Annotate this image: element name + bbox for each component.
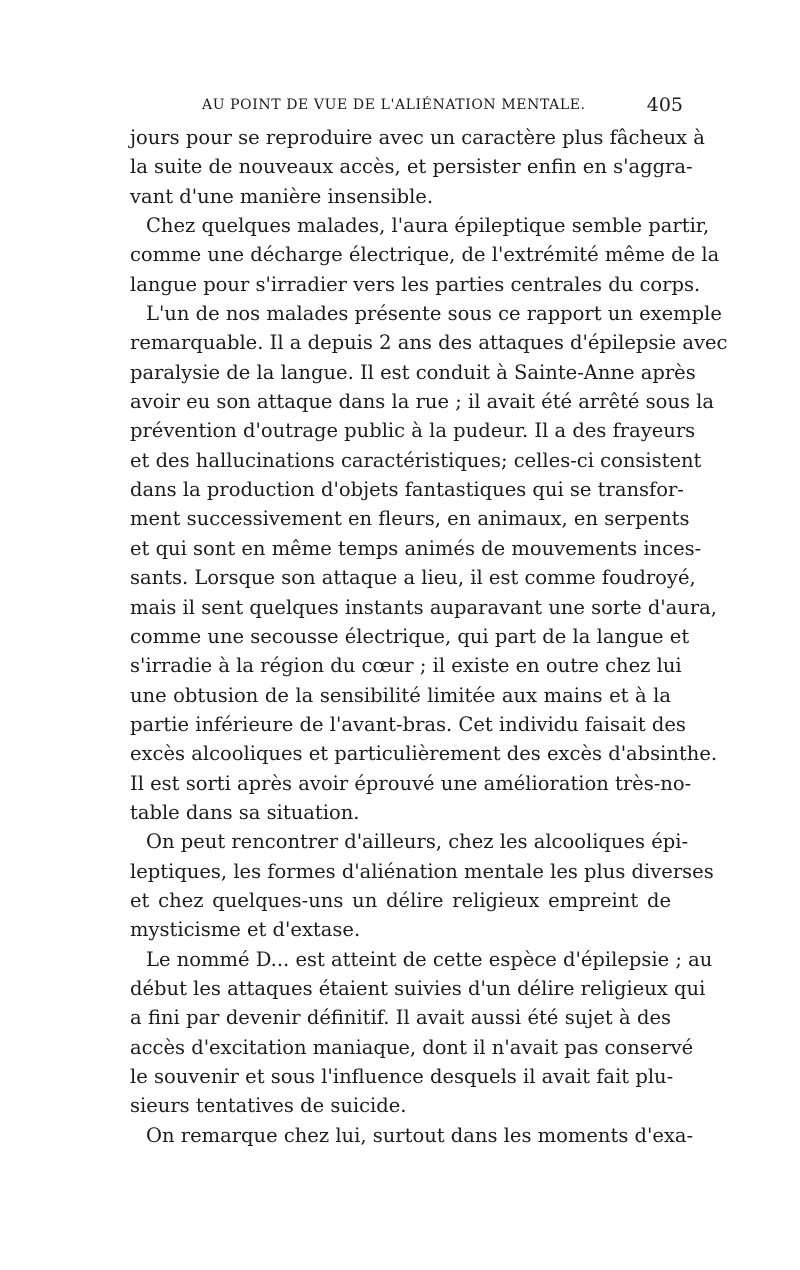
text-line: ment successivement en fleurs, en animaux, en serpents xyxy=(130,507,690,531)
text-line: a fini par devenir définitif. Il avait aussi été sujet à des xyxy=(130,1006,671,1030)
text-line: une obtusion de la sensibilité limitée aux mains et à la xyxy=(130,683,671,707)
page-number: 405 xyxy=(646,94,683,116)
paragraph-start-line: Le nommé D... est atteint de cette espèce d'épilepsie ; au xyxy=(146,947,713,971)
running-head xyxy=(130,94,685,119)
text-line: remarquable. Il a depuis 2 ans des attaques d'épilepsie avec xyxy=(130,331,728,355)
text-line: sants. Lorsque son attaque a lieu, il est comme foudroyé, xyxy=(130,566,696,590)
text-line: accès d'excitation maniaque, dont il n'avait pas conservé xyxy=(130,1035,694,1059)
text-line: table dans sa situation. xyxy=(130,800,360,824)
text-line: mysticisme et d'extase. xyxy=(130,918,361,942)
text-line: comme une décharge électrique, de l'extrémité même de la xyxy=(130,243,720,267)
text-line: paralysie de la langue. Il est conduit à Sainte-Anne après xyxy=(130,360,696,384)
text-line: Il est sorti après avoir éprouvé une amélioration très-no- xyxy=(130,771,692,795)
paragraph-start-line: L'un de nos malades présente sous ce rapport un exemple xyxy=(146,302,722,326)
paragraph-start-line: On remarque chez lui, surtout dans les moments d'exa- xyxy=(146,1123,694,1147)
paragraph-start-line: On peut rencontrer d'ailleurs, chez les alcooliques épi- xyxy=(146,830,689,854)
text-line: et des hallucinations caractéristiques; celles-ci consistent xyxy=(130,448,702,472)
text-line: début les attaques étaient suivies d'un délire religieux qui xyxy=(130,976,706,1000)
text-line: comme une secousse électrique, qui part de la langue et xyxy=(130,624,690,648)
text-line: la suite de nouveaux accès, et persister enfin en s'aggra- xyxy=(130,155,693,179)
text-line: et qui sont en même temps animés de mouvements inces- xyxy=(130,536,702,560)
text-line: s'irradie à la région du cœur ; il existe en outre chez lui xyxy=(130,654,682,678)
text-line: avoir eu son attaque dans la rue ; il avait été arrêté sous la xyxy=(130,390,715,414)
text-line: partie inférieure de l'avant-bras. Cet individu faisait des xyxy=(130,712,686,736)
text-line: jours pour se reproduire avec un caractère plus fâcheux à xyxy=(130,126,705,149)
text-line: le souvenir et sous l'influence desquels il avait fait plu- xyxy=(130,1065,674,1088)
text-line: leptiques, les formes d'aliénation mentale les plus diverses xyxy=(130,859,714,883)
text-line: vant d'une manière insensible. xyxy=(130,184,434,208)
text-line: et chez quelques-uns un délire religieux empreint de xyxy=(130,888,671,912)
text-line: excès alcooliques et particulièrement des excès d'absinthe. xyxy=(130,742,718,766)
text-line: sieurs tentatives de suicide. xyxy=(130,1094,407,1118)
body-text xyxy=(130,123,728,1150)
text-line: mais il sent quelques instants auparavant une sorte d'aura, xyxy=(130,595,717,619)
paragraph-start-line: Chez quelques malades, l'aura épileptique semble partir, xyxy=(146,214,710,238)
running-title: AU POINT DE VUE DE L'ALIÉNATION MENTALE. xyxy=(202,97,586,113)
text-line: dans la production d'objets fantastiques qui se transfor- xyxy=(130,478,684,502)
text-line: langue pour s'irradier vers les parties centrales du corps. xyxy=(130,272,701,296)
text-line: prévention d'outrage public à la pudeur. Il a des frayeurs xyxy=(130,419,696,443)
